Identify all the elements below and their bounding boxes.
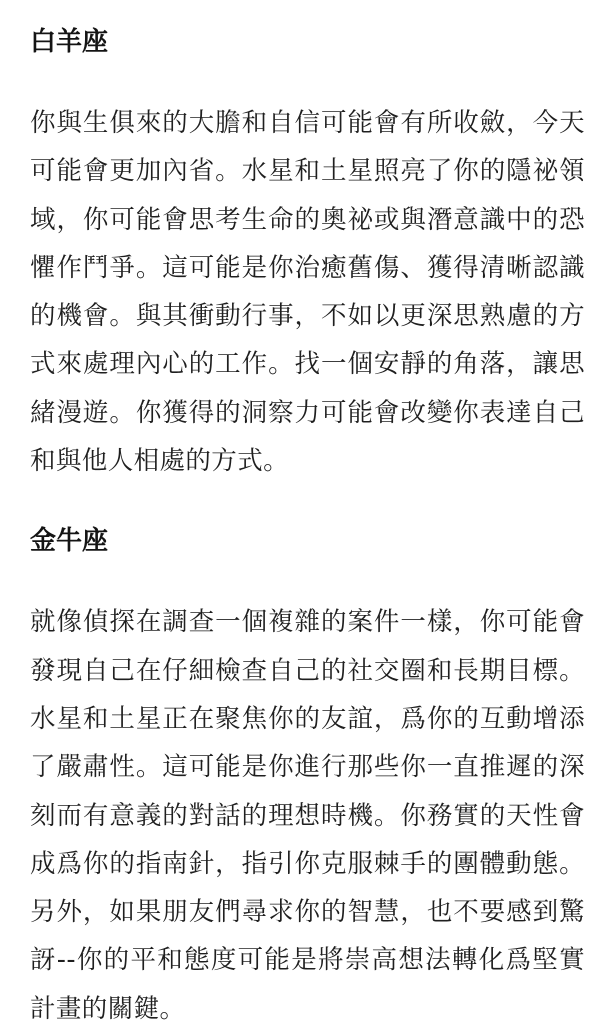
section-body-aries: 你與生俱來的大膽和自信可能會有所收斂，今天可能會更加內省。水星和土星照亮了你的隱祕領域，你可能會思考生命的奧祕或與潛意識中的恐懼作鬥爭。這可能是你治癒舊傷、獲得清晰認識的機會。與其衝動行事，不如以更深思熟慮的方式來處理內心的工作。找一個安靜的角落，讓思緒漫遊。你獲得的洞察力可能會改變你表達自己和與他人相處的方式。 bbox=[30, 108, 585, 477]
section-body-taurus: 就像偵探在調查一個複雜的案件一樣，你可能會發現自己在仔細檢查自己的社交圈和長期目標。水星和土星正在聚焦你的友誼，爲你的互動增添了嚴肅性。這可能是你進行那些你一直推遲的深刻而有意義的對話的理想時機。你務實的天性會成爲你的指南針，指引你克服棘手的團體動態。另外，如果朋友們尋求你的智慧，也不要感到驚訝--你的平和態度可能是將崇高想法轉化爲堅實計畫的關鍵。 bbox=[30, 607, 585, 1024]
section-heading-taurus: 金牛座 bbox=[30, 526, 109, 557]
section-heading-aries: 白羊座 bbox=[30, 27, 109, 57]
